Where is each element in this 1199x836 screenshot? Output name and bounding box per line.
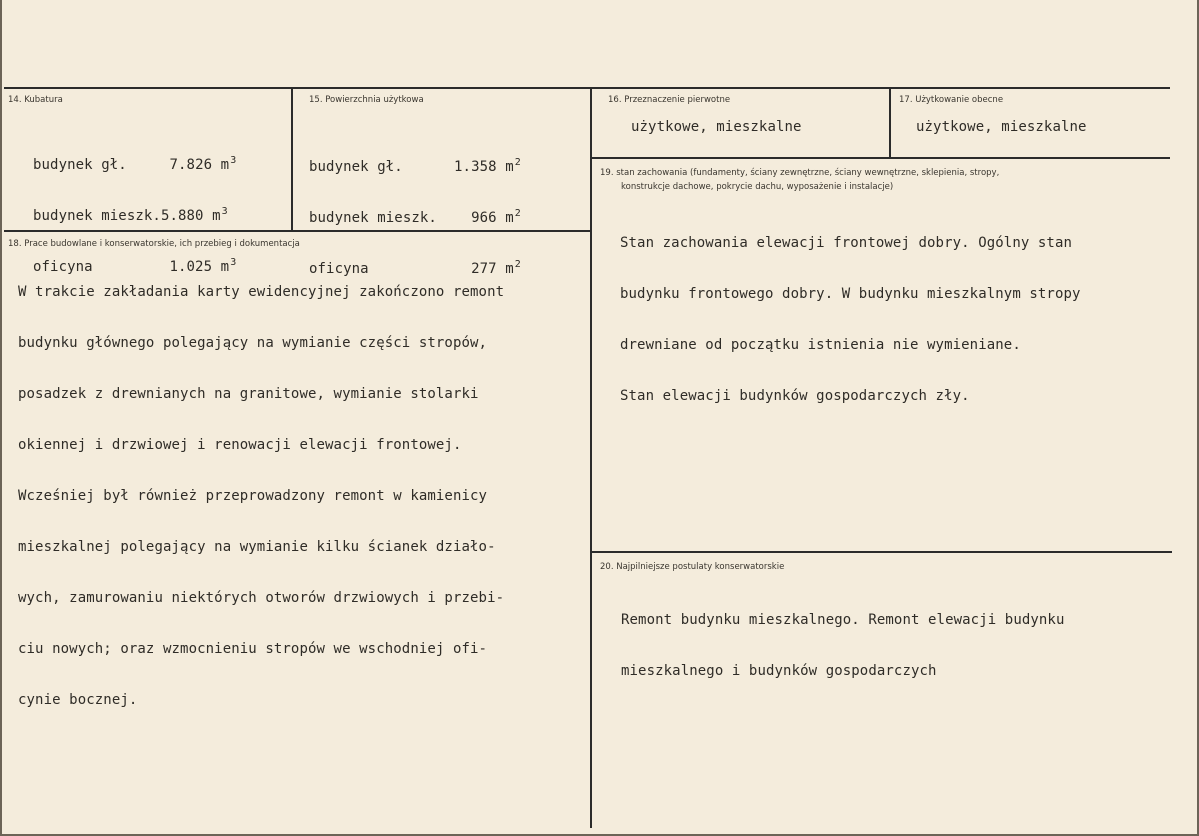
section-14-label: 14. Kubatura: [8, 95, 63, 105]
text-line: Stan elewacji budynków gospodarczych zły.: [620, 388, 970, 404]
kubatura-row: oficyna 1.025 $m^3$: [33, 257, 237, 275]
rule-above-20: [592, 551, 1172, 553]
text-line: wych, zamurowaniu niektórych otworów drzwiowych i przebi-: [18, 590, 505, 606]
text-line: Remont budynku mieszkalnego. Remont elewacji budynku: [621, 612, 1065, 628]
powierzchnia-row: oficyna 277 $m^2$: [309, 259, 521, 277]
section-18-text: [18, 250, 504, 743]
section-17-value: użytkowe, mieszkalne: [916, 119, 1087, 135]
section-20-label: 20. Najpilniejsze postulaty konserwatorskie: [600, 562, 785, 572]
section-20-text: [621, 578, 1065, 714]
divider-14-15: [291, 88, 293, 231]
section-17-label: 17. Użytkowanie obecne: [899, 95, 1004, 105]
section-16-label: 16. Przeznaczenie pierwotne: [608, 95, 731, 105]
text-line: posadzek z drewnianych na granitowe, wymianie stolarki: [18, 386, 479, 402]
text-line: Stan zachowania elewacji frontowej dobry. Ogólny stan: [620, 235, 1073, 251]
text-line: okiennej i drzwiowej i renowacji elewacji frontowej.: [18, 437, 462, 453]
card-left-edge: [0, 0, 2, 836]
text-line: Wcześniej był również przeprowadzony remont w kamienicy: [18, 488, 488, 504]
section-16-value: użytkowe, mieszkalne: [631, 119, 802, 135]
section-19-label-line2: konstrukcje dachowe, pokrycie dachu, wyposażenie i instalacje): [621, 182, 894, 192]
top-rule: [4, 87, 1170, 89]
section-19-label-line1: 19. stan zachowania (fundamenty, ściany zewnętrzne, ściany wewnętrzne, sklepienia, stropy,: [600, 168, 1000, 178]
powierzchnia-row: budynek gł. 1.358 $m^2$: [309, 157, 521, 175]
powierzchnia-row: budynek mieszk. 966 $m^2$: [309, 208, 521, 226]
main-column-divider: [590, 88, 592, 828]
text-line: cynie bocznej.: [18, 692, 138, 708]
kubatura-row: budynek gł. 7.826 $m^3$: [33, 155, 237, 173]
rule-below-16-17: [592, 157, 1170, 159]
text-line: budynku głównego polegający na wymianie części stropów,: [18, 335, 488, 351]
section-19-text: [620, 201, 1081, 439]
text-line: budynku frontowego dobry. W budynku mieszkalnym stropy: [620, 286, 1081, 302]
text-line: mieszkalnej polegający na wymianie kilku ścianek działo-: [18, 539, 496, 555]
divider-16-17: [889, 88, 891, 158]
text-line: mieszkalnego i budynków gospodarczych: [621, 663, 937, 679]
text-line: drewniane od początku istnienia nie wymieniane.: [620, 337, 1021, 353]
section-15-label: 15. Powierzchnia użytkowa: [309, 95, 424, 105]
text-line: ciu nowych; oraz wzmocnieniu stropów we wschodniej ofi-: [18, 641, 488, 657]
text-line: W trakcie zakładania karty ewidencyjnej zakończono remont: [18, 284, 505, 300]
kubatura-row: budynek mieszk.5.880 $m^3$: [33, 206, 228, 224]
section-18-label: 18. Prace budowlane i konserwatorskie, ich przebieg i dokumentacja: [8, 239, 300, 249]
